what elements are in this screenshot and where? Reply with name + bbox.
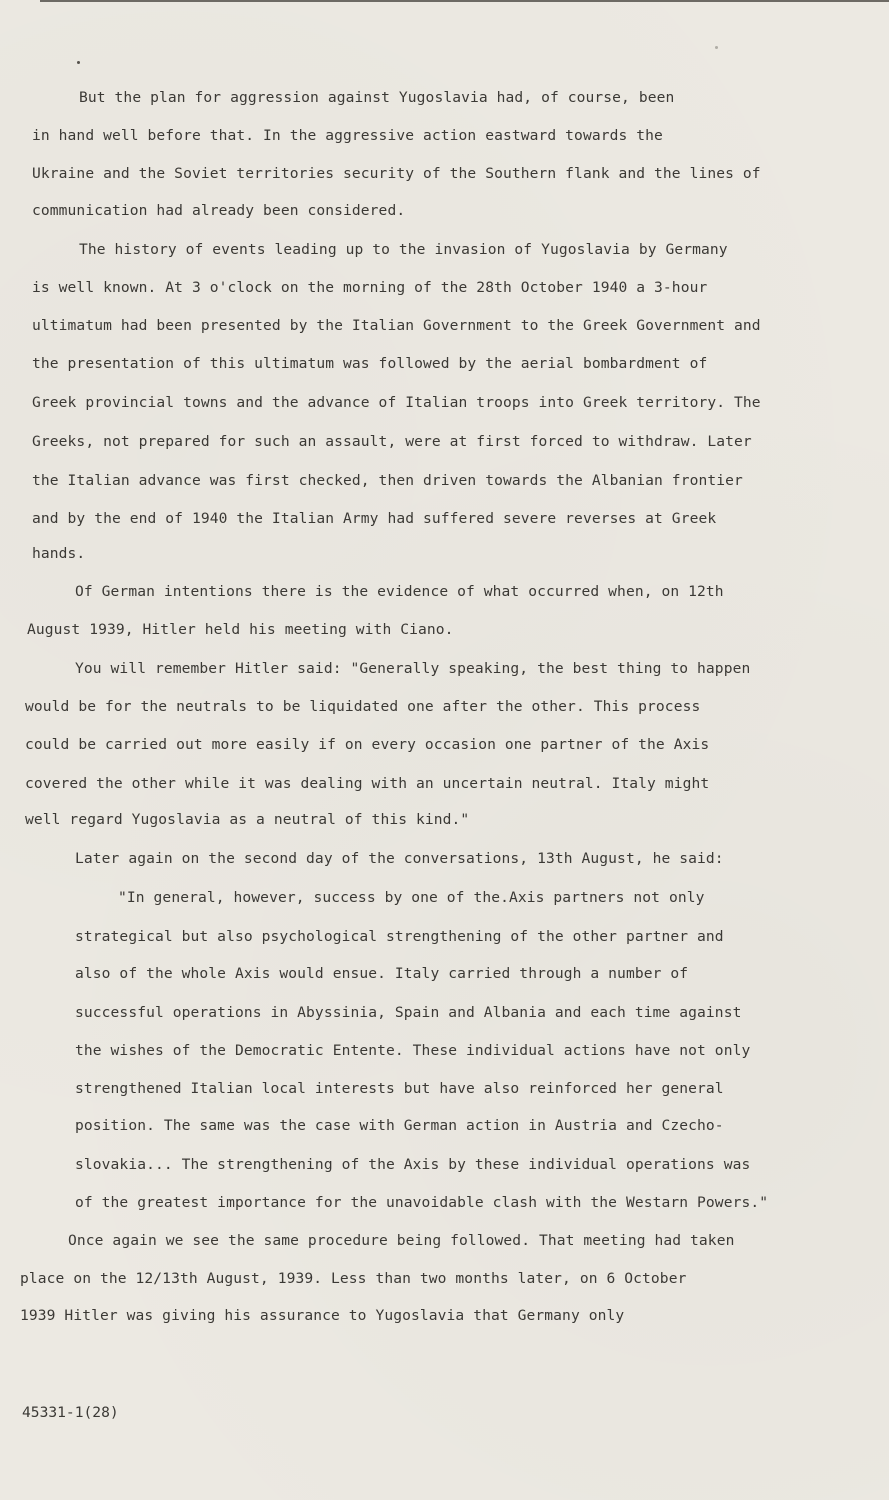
text-line-9: Greek provincial towns and the advance of Italian troops into Greek territory. The (32, 394, 761, 411)
text-line-25: successful operations in Abyssinia, Spain and Albania and each time against (75, 1004, 742, 1021)
text-line-33: 1939 Hitler was giving his assurance to Yugoslavia that Germany only (20, 1307, 625, 1324)
ink-speck (77, 61, 80, 64)
text-line-17: would be for the neutrals to be liquidated one after the other. This process (25, 698, 701, 715)
text-line-15: August 1939, Hitler held his meeting with Ciano. (27, 621, 454, 638)
text-line-28: position. The same was the case with German action in Austria and Czecho- (75, 1117, 724, 1134)
text-line-5: The history of events leading up to the invasion of Yugoslavia by Germany (79, 241, 728, 258)
text-line-10: Greeks, not prepared for such an assault, were at first forced to withdraw. Later (32, 433, 752, 450)
text-line-3: Ukraine and the Soviet territories security of the Southern flank and the lines of (32, 165, 761, 182)
text-line-12: and by the end of 1940 the Italian Army had suffered severe reverses at Greek (32, 510, 717, 527)
text-line-2: in hand well before that. In the aggressive action eastward towards the (32, 127, 663, 144)
text-line-29: slovakia... The strengthening of the Axis by these individual operations was (75, 1156, 751, 1173)
text-line-18: could be carried out more easily if on every occasion one partner of the Axis (25, 736, 710, 753)
text-line-20: well regard Yugoslavia as a neutral of this kind." (25, 811, 470, 828)
text-line-27: strengthened Italian local interests but have also reinforced her general (75, 1080, 724, 1097)
text-line-1: But the plan for aggression against Yugoslavia had, of course, been (79, 89, 675, 106)
text-line-7: ultimatum had been presented by the Italian Government to the Greek Government and (32, 317, 761, 334)
text-line-13: hands. (32, 545, 86, 562)
text-line-11: the Italian advance was first checked, then driven towards the Albanian frontier (32, 472, 743, 489)
top-rule (40, 0, 889, 2)
text-line-4: communication had already been considered. (32, 202, 406, 219)
text-line-30: of the greatest importance for the unavoidable clash with the Westarn Powers." (75, 1194, 769, 1211)
text-line-21: Later again on the second day of the conversations, 13th August, he said: (75, 850, 724, 867)
text-line-19: covered the other while it was dealing with an uncertain neutral. Italy might (25, 775, 710, 792)
text-line-6: is well known. At 3 o'clock on the morning of the 28th October 1940 a 3-hour (32, 279, 708, 296)
text-line-24: also of the whole Axis would ensue. Italy carried through a number of (75, 965, 689, 982)
document-reference-number: 45331-1(28) (22, 1404, 119, 1421)
text-line-14: Of German intentions there is the evidence of what occurred when, on 12th (75, 583, 724, 600)
ink-speck (715, 46, 718, 49)
text-line-26: the wishes of the Democratic Entente. These individual actions have not only (75, 1042, 751, 1059)
text-line-8: the presentation of this ultimatum was followed by the aerial bombardment of (32, 355, 708, 372)
text-line-23: strategical but also psychological strengthening of the other partner and (75, 928, 724, 945)
text-line-32: place on the 12/13th August, 1939. Less than two months later, on 6 October (20, 1270, 687, 1287)
text-line-22: "In general, however, success by one of the.Axis partners not only (118, 889, 705, 906)
text-line-31: Once again we see the same procedure being followed. That meeting had taken (68, 1232, 735, 1249)
text-line-16: You will remember Hitler said: "Generally speaking, the best thing to happen (75, 660, 751, 677)
